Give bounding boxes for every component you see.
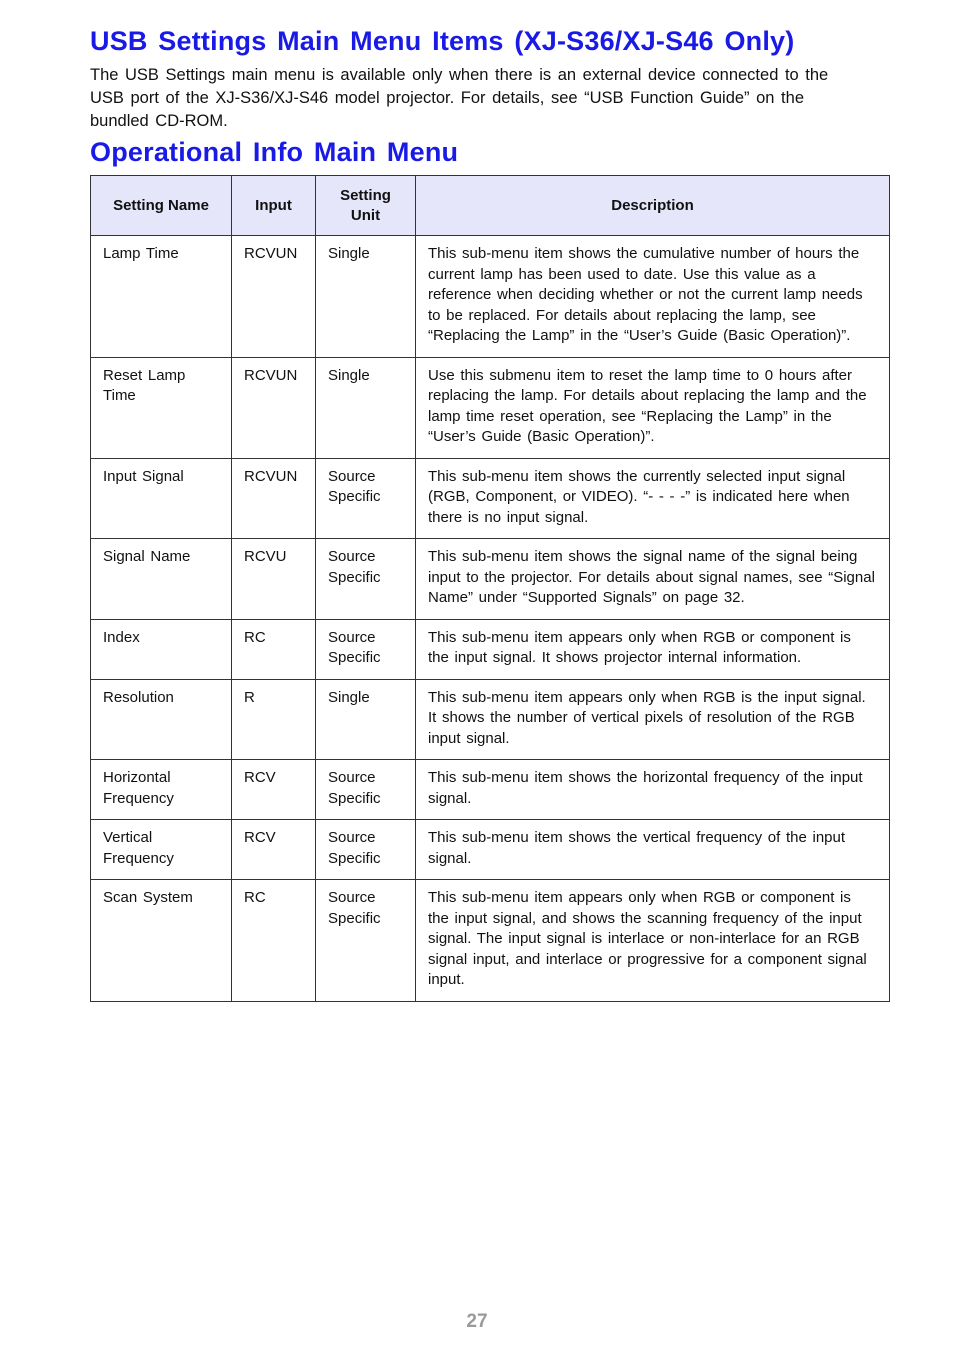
cell-setting-unit: Single (316, 679, 416, 760)
table-header-row (91, 176, 890, 236)
cell-input: RC (232, 619, 316, 679)
cell-setting-unit: Source Specific (316, 820, 416, 880)
cell-input: RCVUN (232, 236, 316, 358)
cell-description: This sub-menu item appears only when RGB or component is the input signal. It shows projector internal information. (416, 619, 890, 679)
cell-description: This sub-menu item shows the signal name of the signal being input to the projector. For details about signal names, see “Signal Name” under “Supported Signals” on page 32. (416, 539, 890, 620)
cell-setting-unit: Single (316, 357, 416, 458)
cell-setting-unit: Source Specific (316, 619, 416, 679)
cell-setting-name: Input Signal (91, 458, 232, 539)
cell-description: This sub-menu item shows the vertical frequency of the input signal. (416, 820, 890, 880)
cell-setting-name: Lamp Time (91, 236, 232, 358)
cell-setting-name: Index (91, 619, 232, 679)
cell-setting-name: Vertical Frequency (91, 820, 232, 880)
header-setting-unit-line1: Setting (340, 186, 391, 204)
cell-setting-name: Signal Name (91, 539, 232, 620)
header-input: Input (232, 176, 316, 236)
cell-description: Use this submenu item to reset the lamp time to 0 hours after replacing the lamp. For details about replacing the lamp and the lamp time reset operation, see “Replacing the Lamp” in the “User’s Guide (Basic Operation)”. (416, 357, 890, 458)
cell-description: This sub-menu item shows the cumulative number of hours the current lamp has been used to date. Use this value as a reference when deciding whether or not the current lamp needs to be replaced. For details about replacing the lamp, see “Replacing the Lamp” in the “User’s Guide (Basic Operation)”. (416, 236, 890, 358)
cell-setting-unit: Source Specific (316, 539, 416, 620)
cell-setting-unit: Single (316, 236, 416, 358)
header-setting-unit-line2: Unit (350, 206, 381, 224)
cell-input: RCVU (232, 539, 316, 620)
cell-input: RCVUN (232, 458, 316, 539)
cell-setting-unit: Source Specific (316, 760, 416, 820)
document-page (90, 22, 890, 1002)
operational-info-table (90, 175, 890, 1002)
header-description: Description (416, 176, 890, 236)
header-setting-unit (316, 176, 416, 236)
cell-input: RCV (232, 820, 316, 880)
cell-description: This sub-menu item appears only when RGB is the input signal. It shows the number of vertical pixels of resolution of the RGB input signal. (416, 679, 890, 760)
table-row (91, 679, 890, 760)
cell-setting-name: Reset Lamp Time (91, 357, 232, 458)
table-row (91, 236, 890, 358)
cell-input: RC (232, 880, 316, 1002)
cell-description: This sub-menu item shows the horizontal frequency of the input signal. (416, 760, 890, 820)
operational-section-title: Operational Info Main Menu (90, 137, 459, 167)
page-number: 27 (466, 1311, 488, 1332)
cell-description: This sub-menu item shows the currently selected input signal (RGB, Component, or VIDEO). “- - - -” is indicated here when there is no input signal. (416, 458, 890, 539)
table-row (91, 357, 890, 458)
cell-setting-name: Resolution (91, 679, 232, 760)
table-body (91, 236, 890, 1002)
table-row (91, 539, 890, 620)
cell-setting-unit: Source Specific (316, 458, 416, 539)
usb-section-body: The USB Settings main menu is available only when there is an external device connected to the USB port of the XJ-S36/XJ-S46 model projector. For details, see “USB Function Guide” on the bundled CD-ROM. (90, 66, 829, 130)
cell-setting-name: Scan System (91, 880, 232, 1002)
table-row (91, 458, 890, 539)
table-row (91, 880, 890, 1002)
table-row (91, 760, 890, 820)
cell-input: RCVUN (232, 357, 316, 458)
table-row (91, 619, 890, 679)
table-header (91, 176, 890, 236)
cell-setting-name: Horizontal Frequency (91, 760, 232, 820)
cell-description: This sub-menu item appears only when RGB or component is the input signal, and shows the scanning frequency of the input signal. The input signal is interlace or non-interlace for an RGB signal input, and interlace or progressive for a component signal input. (416, 880, 890, 1002)
usb-section-title: USB Settings Main Menu Items (XJ-S36/XJ-S46 Only) (90, 26, 795, 56)
cell-input: RCV (232, 760, 316, 820)
table-row (91, 820, 890, 880)
cell-input: R (232, 679, 316, 760)
cell-setting-unit: Source Specific (316, 880, 416, 1002)
header-setting-name: Setting Name (91, 176, 232, 236)
